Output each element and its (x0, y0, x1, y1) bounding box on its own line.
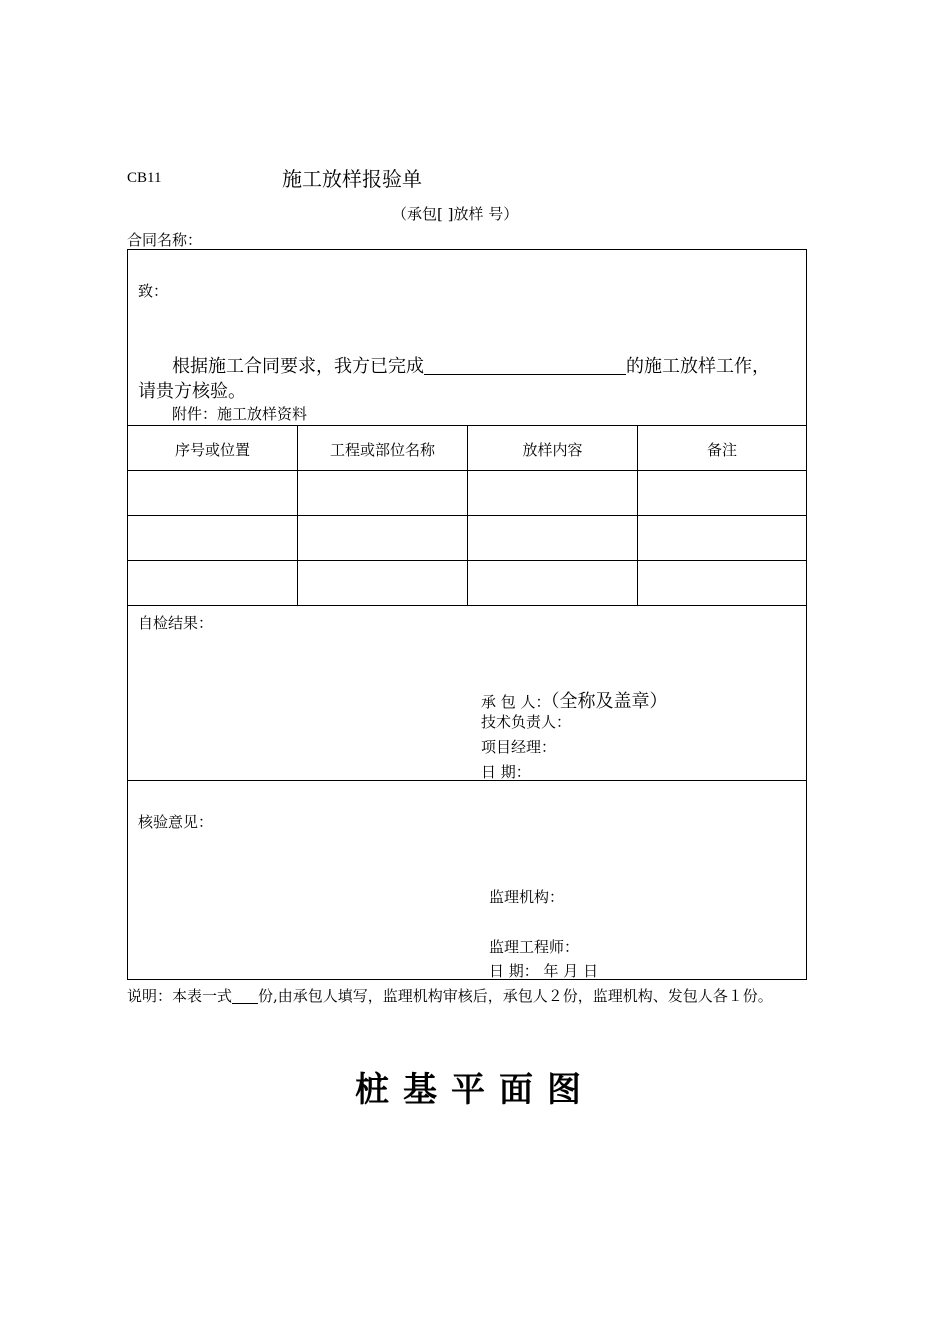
table-cell[interactable] (128, 470, 297, 515)
footnote-prefix: 说明：本表一式 (127, 987, 233, 1005)
addressee-label: 致： (138, 282, 169, 300)
request-line-1 (172, 352, 770, 378)
table-cell[interactable] (468, 560, 637, 605)
form-subtitle: （承包[ ]放样 号） (392, 205, 519, 223)
work-item-blank[interactable] (424, 356, 626, 375)
pile-foundation-plan-title: 桩基平面图 (355, 1070, 595, 1110)
project-manager-label: 项目经理： (481, 738, 557, 756)
table-cell[interactable] (298, 515, 467, 560)
supervision-org-label: 监理机构： (489, 888, 565, 906)
contractor-seal-note: （全称及盖章） (550, 691, 668, 712)
table-cell[interactable] (638, 560, 806, 605)
footnote-suffix: 份,由承包人填写，监理机构审核后，承包人２份，监理机构、发包人各１份。 (258, 987, 773, 1005)
verification-label: 核验意见： (138, 813, 214, 831)
contractor-label: 承 包 人： (481, 693, 551, 711)
column-header-layout-content: 放样内容 (522, 441, 583, 459)
table-cell[interactable] (298, 560, 467, 605)
table-cell[interactable] (298, 470, 467, 515)
tech-lead-label: 技术负责人： (481, 713, 572, 731)
table-cell[interactable] (468, 470, 637, 515)
request-line-1-prefix: 根据施工合同要求，我方已完成 (172, 356, 424, 377)
supervising-engineer-label: 监理工程师： (489, 938, 580, 956)
column-header-position: 序号或位置 (174, 441, 250, 459)
column-header-remarks: 备注 (706, 441, 737, 459)
divider (128, 605, 806, 606)
table-cell[interactable] (468, 515, 637, 560)
table-cell[interactable] (128, 560, 297, 605)
self-check-date-label: 日 期： (481, 763, 531, 781)
table-cell[interactable] (638, 515, 806, 560)
column-header-part-name: 工程或部位名称 (329, 441, 435, 459)
request-line-1-suffix: 的施工放样工作， (626, 356, 770, 377)
table-cell[interactable] (638, 470, 806, 515)
contract-name-label: 合同名称： (127, 231, 203, 249)
attachment-note: 附件：施工放样资料 (172, 405, 308, 423)
table-cell[interactable] (128, 515, 297, 560)
request-line-2: 请贵方核验。 (138, 381, 246, 402)
form-code: CB11 (127, 170, 162, 186)
inspection-form-frame (127, 249, 807, 980)
verification-date-label: 日 期： 年 月 日 (489, 962, 599, 980)
copies-blank[interactable] (232, 988, 258, 1004)
divider (128, 780, 806, 781)
footnote (127, 985, 773, 1006)
self-check-label: 自检结果： (138, 614, 214, 632)
contractor-signature-line (481, 687, 668, 713)
form-title: 施工放样报验单 (282, 167, 422, 191)
